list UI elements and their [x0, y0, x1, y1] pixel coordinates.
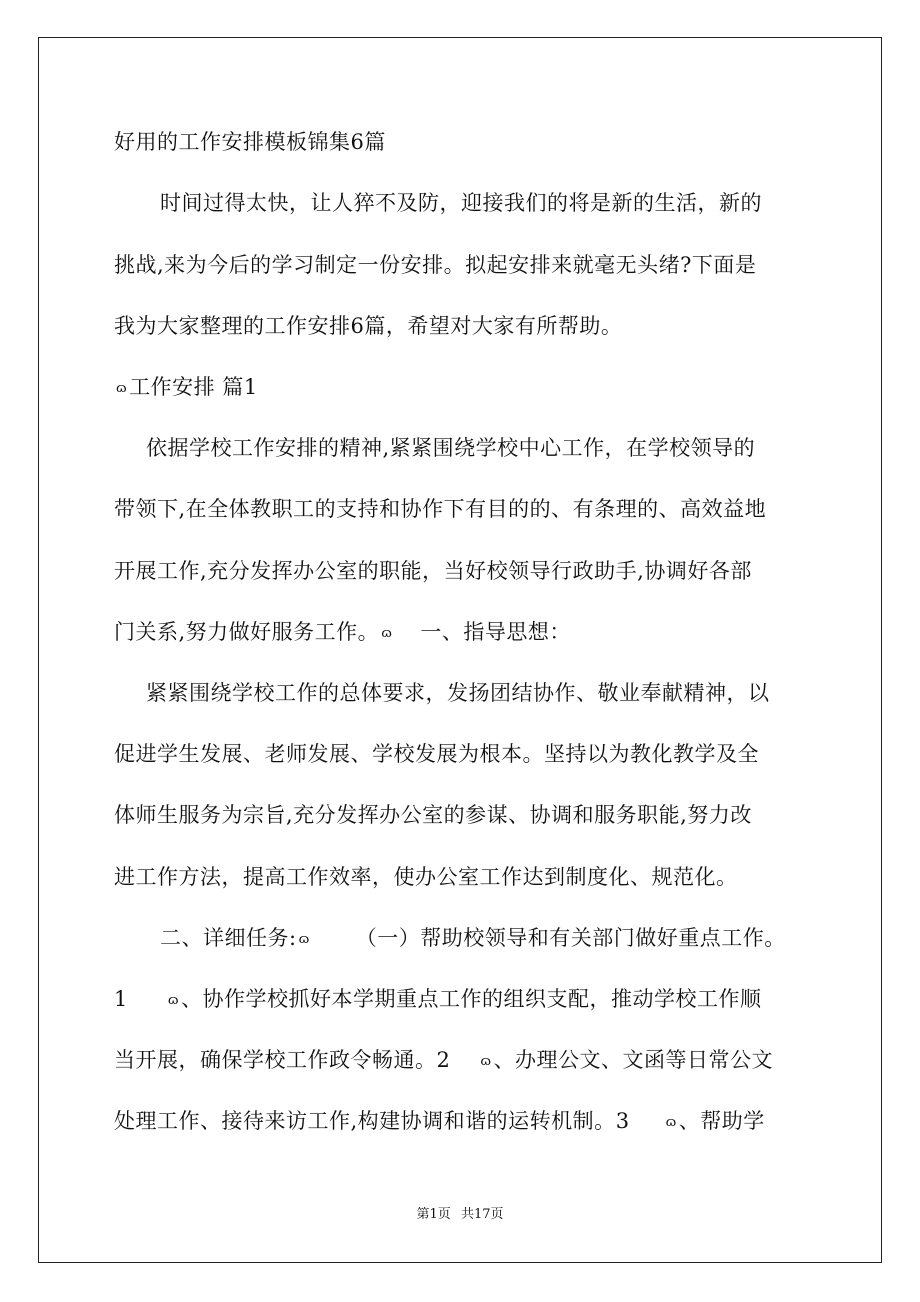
item2-line	[114, 1045, 814, 1077]
item1-number: 1	[114, 987, 128, 1011]
page-total: 共17页	[460, 1207, 504, 1222]
para2-line-3: 体师生服务为宗旨,充分发挥办公室的参谋、协调和服务职能,努力改	[114, 803, 752, 827]
item1-line	[114, 984, 814, 1016]
item-group: （一）帮助校领导和有关部门做好重点工作。	[355, 926, 786, 950]
intro-line-1: 时间过得太快，让人猝不及防，迎接我们的将是新的生活，新的	[160, 191, 762, 215]
para1-line-3: 开展工作,充分发挥办公室的职能，当好校领导行政助手,协调好各部	[114, 559, 752, 583]
item1-text-cont: 当开展，确保学校工作政令畅通。	[114, 1048, 437, 1072]
page-number: 第1页	[416, 1207, 451, 1222]
section-heading-text: 工作安排 篇1	[129, 375, 258, 399]
para2-line-4: 进工作方法，提高工作效率，使办公室工作达到制度化、规范化。	[114, 865, 738, 889]
page-border	[38, 37, 882, 1263]
bullet-glyph-icon: ɷ	[665, 1114, 677, 1130]
item2-text: 、办理公文、文函等日常公文	[493, 1048, 774, 1072]
para1-line-4-text: 门关系,努力做好服务工作。	[114, 620, 380, 644]
bullet-glyph-icon: ɷ	[381, 625, 393, 641]
page-footer	[0, 1206, 920, 1224]
bullet-glyph-icon: ɷ	[116, 380, 128, 396]
heading-two: 二、详细任务:	[160, 926, 297, 950]
para2-line-2: 促进学生发展、老师发展、学校发展为根本。坚持以为教化教学及全	[114, 742, 759, 766]
bullet-glyph-icon: ɷ	[298, 931, 310, 947]
heading-one: 一、指导思想：	[420, 620, 571, 644]
intro-line-2: 挑战,来为今后的学习制定一份安排。拟起安排来就毫无头绪?下面是	[114, 253, 757, 277]
item3-line	[114, 1106, 814, 1138]
bullet-glyph-icon: ɷ	[480, 1053, 492, 1069]
item3-text: 、帮助学	[678, 1109, 765, 1133]
section-heading	[114, 372, 814, 404]
item2-text-cont: 处理工作、接待来访工作,构建协调和谐的运转机制。	[114, 1109, 616, 1133]
document-title: 好用的工作安排模板锦集6篇	[114, 130, 386, 154]
item1-text: 、协作学校抓好本学期重点工作的组织支配，推动学校工作顺	[181, 987, 762, 1011]
item3-number: 3	[615, 1109, 630, 1133]
item2-number: 2	[436, 1048, 451, 1072]
heading-two-line	[160, 923, 860, 955]
para1-line-1: 依据学校工作安排的精神,紧紧围绕学校中心工作，在学校领导的	[146, 436, 756, 460]
bullet-glyph-icon: ɷ	[167, 992, 180, 1008]
para2-line-1: 紧紧围绕学校工作的总体要求，发扬团结协作、敬业奉献精神，以	[146, 681, 770, 705]
intro-line-3: 我为大家整理的工作安排6篇，希望对大家有所帮助。	[114, 314, 623, 338]
para1-line-4	[114, 617, 814, 649]
para1-line-2: 带领下,在全体教职工的支持和协作下有目的的、有条理的、高效益地	[114, 497, 767, 521]
